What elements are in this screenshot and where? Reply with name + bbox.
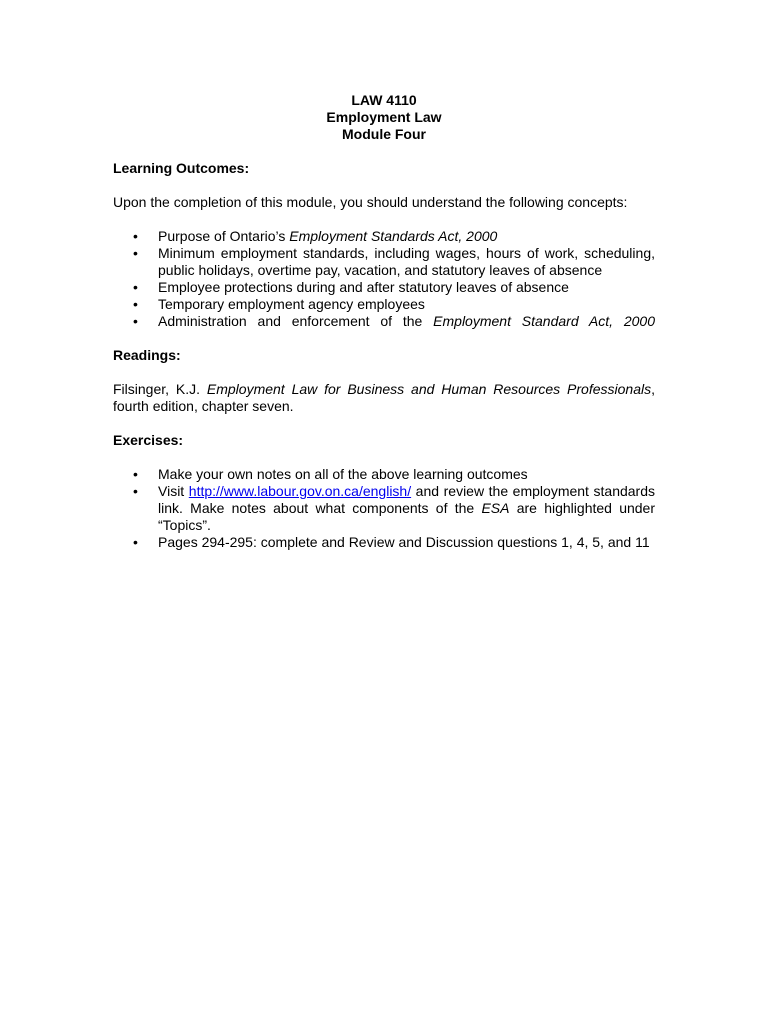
list-item: • Temporary employment agency employees xyxy=(133,296,425,312)
title-block xyxy=(113,92,655,143)
bullet-icon: • xyxy=(133,534,138,550)
list-item: • Administration and enforcement of the Employment Standard Act, 2000 xyxy=(133,313,656,329)
readings-citation: Filsinger, K.J. Employment Law for Business and Human Resources Professionals, fourth edition, chapter seven. xyxy=(113,381,655,414)
list-item: • Minimum employment standards, including wages, hours of work, scheduling, public holidays, overtime pay, vacation, and statutory leaves of absence xyxy=(133,245,655,278)
list-item: • Pages 294-295: complete and Review and Discussion questions 1, 4, 5, and 11 xyxy=(133,534,650,550)
bullet-icon: • xyxy=(133,313,138,329)
readings-heading: Readings: xyxy=(113,347,181,363)
list-item: • Make your own notes on all of the above learning outcomes xyxy=(133,466,528,482)
exercises-heading: Exercises: xyxy=(113,432,184,448)
exercises-list xyxy=(113,466,655,551)
labour-ministry-link[interactable]: http://www.labour.gov.on.ca/english/ xyxy=(188,483,412,499)
bullet-icon: • xyxy=(133,245,138,261)
learning-outcomes-list xyxy=(113,228,655,330)
document-page xyxy=(113,92,655,551)
learning-outcomes-heading: Learning Outcomes: xyxy=(113,160,250,176)
bullet-icon: • xyxy=(133,279,138,295)
bullet-icon: • xyxy=(133,466,138,482)
learning-outcomes-intro: Upon the completion of this module, you should understand the following concepts: xyxy=(113,194,628,210)
list-item: • Purpose of Ontario’s Employment Standards Act, 2000 xyxy=(133,228,498,244)
list-item: • Employee protections during and after statutory leaves of absence xyxy=(133,279,569,295)
list-item: • Visit http://www.labour.gov.on.ca/english/ and review the employment standards link. Make notes about what components of the ESA are highlighted under “Topics”. xyxy=(133,483,656,533)
course-code: LAW 4110 xyxy=(351,92,417,108)
book-title: Employment Law for Business and Human Resources Professionals xyxy=(206,381,652,397)
module-title: Module Four xyxy=(342,126,426,142)
bullet-icon: • xyxy=(133,483,138,499)
course-name: Employment Law xyxy=(326,109,442,125)
bullet-icon: • xyxy=(133,296,138,312)
bullet-icon: • xyxy=(133,228,138,244)
